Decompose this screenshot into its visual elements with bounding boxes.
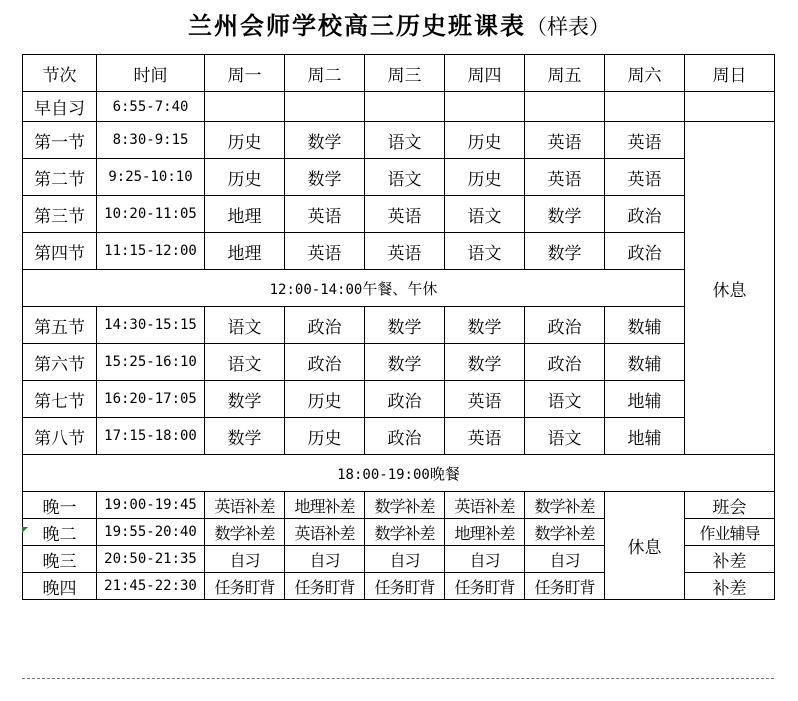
- title-sub: （样表）: [526, 15, 610, 39]
- subject-cell: 数学补差: [525, 519, 605, 546]
- schedule-title: [0, 6, 798, 41]
- empty-cell: [365, 92, 445, 122]
- period-cell: 晚四: [23, 573, 97, 600]
- subject-cell: 政治: [365, 381, 445, 418]
- subject-cell: 数学: [525, 233, 605, 270]
- dinner-break-row: [23, 455, 775, 492]
- subject-cell: 数学: [445, 307, 525, 344]
- lunch-break-cell: [23, 270, 685, 307]
- lesson-row: [23, 159, 775, 196]
- subject-cell: 历史: [285, 418, 365, 455]
- subject-cell: 数学补差: [365, 519, 445, 546]
- subject-cell: 历史: [445, 159, 525, 196]
- sunday-evening-cell: 补差: [685, 573, 775, 600]
- sunday-evening-cell: 班会: [685, 492, 775, 519]
- empty-cell: [445, 92, 525, 122]
- title-main: 兰州会师学校高三历史班课表: [188, 11, 526, 40]
- subject-cell: 数学: [205, 381, 285, 418]
- subject-cell: 地理补差: [285, 492, 365, 519]
- lunch-time: 12:00-14:00: [269, 281, 363, 298]
- period-cell: 第一节: [23, 122, 97, 159]
- header-period: 节次: [23, 55, 97, 92]
- time-cell: 16:20-17:05: [97, 381, 205, 418]
- subject-cell: 政治: [605, 233, 685, 270]
- subject-cell: 数学: [205, 418, 285, 455]
- subject-cell: 历史: [445, 122, 525, 159]
- saturday-rest-cell: 休息: [605, 492, 685, 600]
- subject-cell: 英语补差: [285, 519, 365, 546]
- time-cell: 19:55-20:40: [97, 519, 205, 546]
- subject-cell: 英语: [605, 159, 685, 196]
- subject-cell: 语文: [525, 381, 605, 418]
- period-cell: 第三节: [23, 196, 97, 233]
- subject-cell: 历史: [205, 122, 285, 159]
- subject-cell: 地理补差: [445, 519, 525, 546]
- subject-cell: 英语: [365, 196, 445, 233]
- time-cell: 17:15-18:00: [97, 418, 205, 455]
- subject-cell: 数学补差: [365, 492, 445, 519]
- empty-cell: [685, 92, 775, 122]
- subject-cell: 自习: [445, 546, 525, 573]
- subject-cell: 政治: [285, 344, 365, 381]
- subject-cell: 历史: [205, 159, 285, 196]
- header-day: 周四: [445, 55, 525, 92]
- subject-cell: 自习: [285, 546, 365, 573]
- lesson-row: [23, 196, 775, 233]
- sunday-rest-cell: 休息: [685, 122, 775, 455]
- time-cell: 21:45-22:30: [97, 573, 205, 600]
- subject-cell: 语文: [445, 196, 525, 233]
- period-cell: 第四节: [23, 233, 97, 270]
- header-day: 周日: [685, 55, 775, 92]
- time-cell: 8:30-9:15: [97, 122, 205, 159]
- subject-cell: 数辅: [605, 307, 685, 344]
- time-cell: 19:00-19:45: [97, 492, 205, 519]
- subject-cell: 政治: [525, 344, 605, 381]
- subject-cell: 任务盯背: [365, 573, 445, 600]
- period-cell: 晚三: [23, 546, 97, 573]
- subject-cell: 英语: [285, 233, 365, 270]
- subject-cell: 自习: [205, 546, 285, 573]
- subject-cell: 地辅: [605, 418, 685, 455]
- header-row: [23, 55, 775, 92]
- time-cell: 15:25-16:10: [97, 344, 205, 381]
- time-cell: 9:25-10:10: [97, 159, 205, 196]
- subject-cell: 任务盯背: [445, 573, 525, 600]
- subject-cell: 数学: [285, 122, 365, 159]
- period-cell: 早自习: [23, 92, 97, 122]
- lesson-row: [23, 122, 775, 159]
- lesson-row: [23, 233, 775, 270]
- subject-cell: 数学: [365, 307, 445, 344]
- header-time: 时间: [97, 55, 205, 92]
- subject-cell: 英语: [525, 122, 605, 159]
- empty-cell: [205, 92, 285, 122]
- subject-cell: 语文: [365, 159, 445, 196]
- subject-cell: 任务盯背: [205, 573, 285, 600]
- subject-cell: 数学补差: [205, 519, 285, 546]
- subject-cell: 数辅: [605, 344, 685, 381]
- subject-cell: 语文: [205, 344, 285, 381]
- lesson-row: [23, 418, 775, 455]
- period-cell: 第八节: [23, 418, 97, 455]
- subject-cell: 政治: [365, 418, 445, 455]
- subject-cell: 英语: [445, 418, 525, 455]
- timetable: [22, 54, 775, 600]
- subject-cell: 英语: [525, 159, 605, 196]
- header-day: 周六: [605, 55, 685, 92]
- subject-cell: 地辅: [605, 381, 685, 418]
- empty-cell: [285, 92, 365, 122]
- subject-cell: 语文: [445, 233, 525, 270]
- sunday-evening-cell: 作业辅导: [685, 519, 775, 546]
- page-break-line: [22, 678, 774, 679]
- dinner-break-cell: [23, 455, 775, 492]
- time-cell: 6:55-7:40: [97, 92, 205, 122]
- subject-cell: 任务盯背: [285, 573, 365, 600]
- lunch-label: 午餐、午休: [362, 279, 438, 298]
- subject-cell: 语文: [205, 307, 285, 344]
- time-cell: 11:15-12:00: [97, 233, 205, 270]
- header-day: 周五: [525, 55, 605, 92]
- header-day: 周二: [285, 55, 365, 92]
- subject-cell: 数学: [365, 344, 445, 381]
- subject-cell: 政治: [525, 307, 605, 344]
- period-cell: 第五节: [23, 307, 97, 344]
- subject-cell: 英语: [285, 196, 365, 233]
- subject-cell: 地理: [205, 233, 285, 270]
- subject-cell: 自习: [365, 546, 445, 573]
- timetable-body: [23, 55, 775, 600]
- cell-marker: [22, 527, 28, 533]
- subject-cell: 语文: [365, 122, 445, 159]
- lesson-row: [23, 307, 775, 344]
- empty-cell: [605, 92, 685, 122]
- dinner-label: 晚餐: [429, 464, 460, 483]
- subject-cell: 英语: [445, 381, 525, 418]
- sunday-evening-cell: 补差: [685, 546, 775, 573]
- time-cell: 20:50-21:35: [97, 546, 205, 573]
- subject-cell: 数学: [525, 196, 605, 233]
- subject-cell: 任务盯背: [525, 573, 605, 600]
- subject-cell: 地理: [205, 196, 285, 233]
- dinner-time: 18:00-19:00: [337, 466, 430, 483]
- subject-cell: 自习: [525, 546, 605, 573]
- period-cell: 第七节: [23, 381, 97, 418]
- lesson-row: [23, 344, 775, 381]
- subject-cell: 数学: [445, 344, 525, 381]
- subject-cell: 语文: [525, 418, 605, 455]
- subject-cell: 英语补差: [445, 492, 525, 519]
- evening-row: [23, 492, 775, 519]
- time-cell: 10:20-11:05: [97, 196, 205, 233]
- subject-cell: 英语: [605, 122, 685, 159]
- time-cell: 14:30-15:15: [97, 307, 205, 344]
- period-cell: 晚一: [23, 492, 97, 519]
- subject-cell: 政治: [285, 307, 365, 344]
- lunch-break-row: [23, 270, 775, 307]
- subject-cell: 数学: [285, 159, 365, 196]
- empty-cell: [525, 92, 605, 122]
- header-day: 周三: [365, 55, 445, 92]
- period-cell: 第二节: [23, 159, 97, 196]
- subject-cell: 政治: [605, 196, 685, 233]
- early-study-row: [23, 92, 775, 122]
- period-cell: 第六节: [23, 344, 97, 381]
- subject-cell: 英语: [365, 233, 445, 270]
- period-cell: 晚二: [23, 519, 97, 546]
- header-day: 周一: [205, 55, 285, 92]
- subject-cell: 数学补差: [525, 492, 605, 519]
- subject-cell: 历史: [285, 381, 365, 418]
- subject-cell: 英语补差: [205, 492, 285, 519]
- lesson-row: [23, 381, 775, 418]
